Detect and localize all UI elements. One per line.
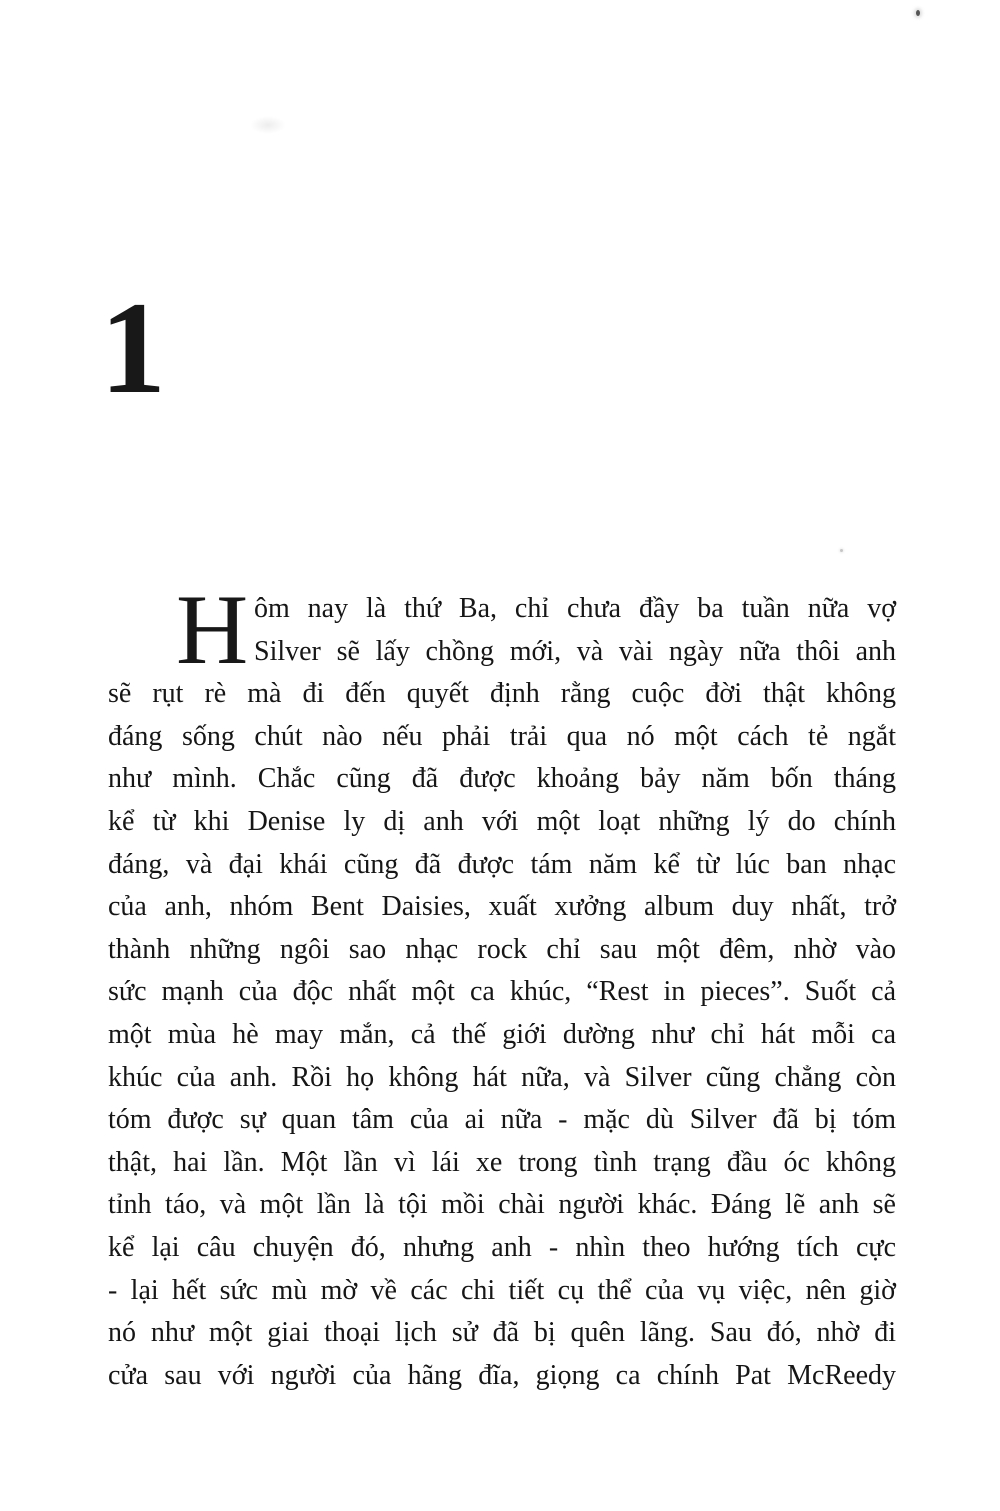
paragraph-line: kể lại câu chuyện đó, nhưng anh - nhìn theo hướng tích cực xyxy=(108,1231,896,1263)
paragraph-line: nó như một giai thoại lịch sử đã bị quên lãng. Sau đó, nhờ đi xyxy=(108,1317,896,1349)
paragraph-line: khúc của anh. Rồi họ không hát nữa, và Silver cũng chẳng còn xyxy=(108,1061,896,1093)
paragraph-line: ôm nay là thứ Ba, chỉ chưa đầy ba tuần nữa vợ xyxy=(254,593,896,624)
paragraph-line: - lại hết sức mù mờ về các chi tiết cụ thể của vụ việc, nên giờ xyxy=(108,1274,896,1306)
paragraph-line: đáng sống chút nào nếu phải trải qua nó một cách tẻ ngắt xyxy=(108,720,896,752)
paragraph-line: kể từ khi Denise ly dị anh với một loạt những lý do chính xyxy=(108,805,896,837)
paragraph-line: như mình. Chắc cũng đã được khoảng bảy năm bốn tháng xyxy=(108,763,896,795)
drop-cap: H xyxy=(176,574,249,685)
scan-smudge xyxy=(250,116,286,134)
paragraph-line: tóm được sự quan tâm của ai nữa - mặc dù Silver đã bị tóm xyxy=(108,1104,896,1136)
paragraph-line: thành những ngôi sao nhạc rock chỉ sau một đêm, nhờ vào xyxy=(108,933,896,965)
paragraph-line: sức mạnh của độc nhất một ca khúc, “Rest in pieces”. Suốt cả xyxy=(108,976,896,1008)
paragraph-line: Silver sẽ lấy chồng mới, và vài ngày nữa thôi anh xyxy=(254,635,896,667)
paragraph-line: tỉnh táo, và một lần là tội mồi chài người khác. Đáng lẽ anh sẽ xyxy=(108,1189,896,1221)
body-paragraph xyxy=(108,588,896,1397)
paragraph-line: cửa sau với người của hãng đĩa, giọng ca chính Pat McReedy xyxy=(108,1359,896,1391)
scan-speck xyxy=(916,10,920,16)
paragraph-line: một mùa hè may mắn, cả thế giới dường như chỉ hát mỗi ca xyxy=(108,1018,896,1050)
paragraph-line: đáng, và đại khái cũng đã được tám năm kể từ lúc ban nhạc xyxy=(108,848,896,880)
paragraph-line: thật, hai lần. Một lần vì lái xe trong tình trạng đầu óc không xyxy=(108,1146,896,1178)
paragraph-line: sẽ rụt rè mà đi đến quyết định rằng cuộc đời thật không xyxy=(108,678,896,710)
paragraph-line: của anh, nhóm Bent Daisies, xuất xưởng album duy nhất, trở xyxy=(108,891,896,923)
chapter-number: 1 xyxy=(100,274,166,421)
scan-speck xyxy=(840,549,843,552)
